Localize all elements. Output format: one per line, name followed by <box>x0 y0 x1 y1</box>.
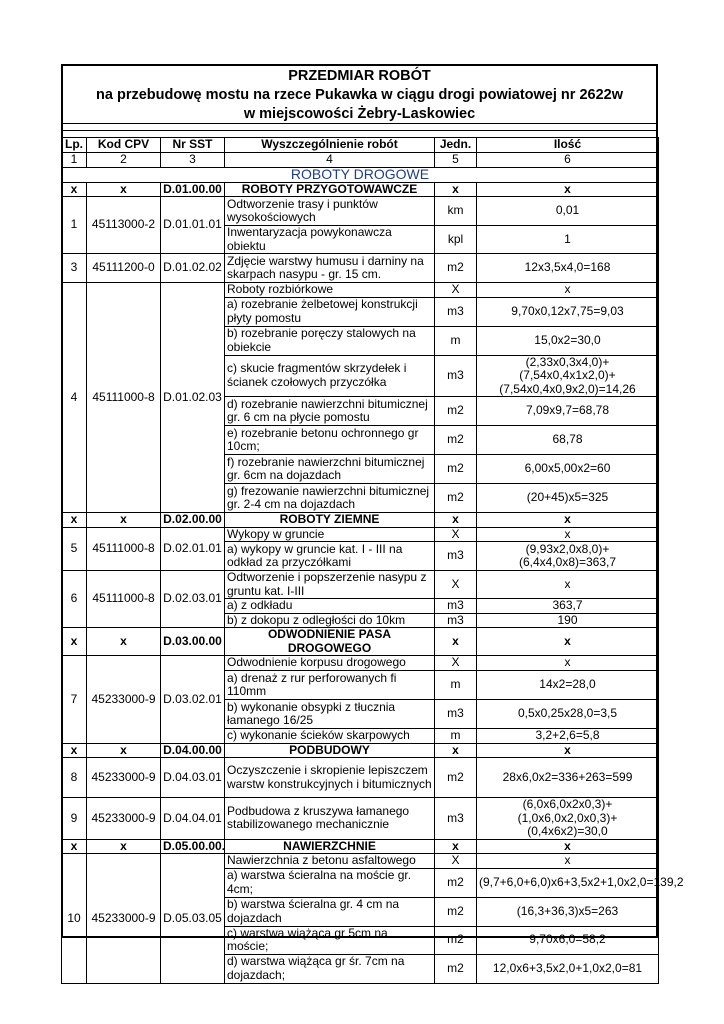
bill-of-quantities-table <box>61 137 684 984</box>
group-row <box>62 628 659 656</box>
cell-unit: m2 <box>435 954 477 983</box>
group-row <box>62 182 659 197</box>
cell-unit: X <box>435 571 477 599</box>
cell: x <box>477 513 659 528</box>
cell-qty: x <box>477 854 659 869</box>
column-number-row <box>62 153 659 168</box>
section-title: ROBOTY DROGOWE <box>62 167 659 182</box>
cell: D.04.00.00 <box>161 743 225 758</box>
cell-desc: d) rozebranie nawierzchni bitumicznej gr. 6 cm na płycie pomostu <box>225 397 435 426</box>
cell-desc: c) skucie fragmentów skrzydełek i ścianek czołowych przyczółka <box>225 355 435 397</box>
colnum: 4 <box>225 153 435 168</box>
header-sst: Nr SST <box>161 138 225 153</box>
cell-unit: m3 <box>435 297 477 326</box>
header-unit: Jedn. <box>435 138 477 153</box>
cell: x <box>435 513 477 528</box>
cell-unit: m2 <box>435 455 477 484</box>
cell-qty: x <box>477 283 659 298</box>
cell-qty: 1 <box>477 226 659 254</box>
cell-unit: m3 <box>435 798 477 840</box>
cell-desc: b) z dokopu z odległości do 10km <box>225 613 435 628</box>
cell-unit: m2 <box>435 868 477 897</box>
cell-cpv: 45111000-8 <box>87 283 161 513</box>
table-row <box>62 527 659 542</box>
cell: x <box>435 182 477 197</box>
colnum: 5 <box>435 153 477 168</box>
table-row <box>62 571 659 599</box>
cell-qty: 190 <box>477 613 659 628</box>
cell-sst: D.04.04.01 <box>161 798 225 840</box>
cell-qty: 68,78 <box>477 426 659 455</box>
cell-qty: 14x2=28,0 <box>477 671 659 700</box>
cell: D.03.00.00 <box>161 628 225 656</box>
group-name: PODBUDOWY <box>225 743 435 758</box>
cell-unit: m3 <box>435 613 477 628</box>
cell-desc: Nawierzchnia z betonu asfaltowego <box>225 854 435 869</box>
cell: D.05.00.00. <box>161 839 225 854</box>
cell-desc: a) z odkładu <box>225 599 435 614</box>
cell-desc: Roboty rozbiórkowe <box>225 283 435 298</box>
cell-unit: m2 <box>435 397 477 426</box>
divider <box>61 123 658 124</box>
cell-lp: 7 <box>62 656 87 744</box>
cell-unit: km <box>435 197 477 226</box>
cell-cpv: 45233000-9 <box>87 758 161 798</box>
cell-cpv: 45111200-0 <box>87 254 161 283</box>
cell-desc: a) wykopy w gruncie kat. I - III na odkład za przyczółkami <box>225 542 435 571</box>
cell: x <box>62 628 87 656</box>
divider <box>61 130 658 131</box>
cell-unit: m2 <box>435 254 477 283</box>
cell-sst: D.05.03.05 <box>161 854 225 984</box>
table-row <box>62 854 659 869</box>
cell-sst: D.03.02.01 <box>161 656 225 744</box>
cell: x <box>62 743 87 758</box>
table-row <box>62 798 659 840</box>
cell-unit: m3 <box>435 355 477 397</box>
cell-desc: Zdjęcie warstwy humusu i darniny na skarpach nasypu - gr. 15 cm. <box>225 254 435 283</box>
cell-unit: m3 <box>435 599 477 614</box>
cell-lp: 4 <box>62 283 87 513</box>
group-name: ODWODNIENIE PASA DROGOWEGO <box>225 628 435 656</box>
cell-unit: m2 <box>435 758 477 798</box>
cell-qty: 15,0x2=30,0 <box>477 326 659 355</box>
cell-lp: 1 <box>62 197 87 254</box>
cell-qty: (2,33x0,3x4,0)+(7,54x0,4x1x2,0)+(7,54x0,4x0,9x2,0)=14,26 <box>477 355 659 397</box>
header-cpv: Kod CPV <box>87 138 161 153</box>
colnum: 6 <box>477 153 659 168</box>
cell-unit: X <box>435 527 477 542</box>
cell: x <box>62 182 87 197</box>
table-row <box>62 758 659 798</box>
cell-sst: D.01.01.01 <box>161 197 225 254</box>
cell-desc: a) warstwa ścieralna na moście gr. 4cm; <box>225 868 435 897</box>
cell-qty: 363,7 <box>477 599 659 614</box>
cell-unit: X <box>435 656 477 671</box>
cell-desc: c) warstwa wiążąca gr 5cm na moście; <box>225 926 435 954</box>
cell-unit: m2 <box>435 897 477 926</box>
cell-desc: a) rozebranie żelbetowej konstrukcji płyty pomostu <box>225 297 435 326</box>
cell-qty: 12,0x6+3,5x2,0+1,0x2,0=81 <box>477 954 659 983</box>
cell: x <box>435 743 477 758</box>
header-qty: Ilość <box>477 138 659 153</box>
cell-lp: 5 <box>62 527 87 571</box>
colnum: 1 <box>62 153 87 168</box>
cell-qty: (9,93x2,0x8,0)+(6,4x4,0x8)=363,7 <box>477 542 659 571</box>
cell-unit: m2 <box>435 484 477 513</box>
cell-cpv: 45233000-9 <box>87 854 161 984</box>
cell-sst: D.04.03.01 <box>161 758 225 798</box>
cell-desc: Odtworzenie trasy i punktów wysokościowych <box>225 197 435 226</box>
group-row <box>62 513 659 528</box>
cell-desc: Inwentaryzacja powykonawcza obiektu <box>225 226 435 254</box>
cell-desc: g) frezowanie nawierzchni bitumicznej gr. 2-4 cm na dojazdach <box>225 484 435 513</box>
table-row <box>62 197 659 226</box>
cell-unit: m3 <box>435 542 477 571</box>
cell-desc: d) warstwa wiążąca gr śr. 7cm na dojazdach; <box>225 954 435 983</box>
cell-qty: 28x6,0x2=336+263=599 <box>477 758 659 798</box>
cell: D.01.00.00 <box>161 182 225 197</box>
cell-sst: D.02.03.01 <box>161 571 225 628</box>
cell-unit: X <box>435 283 477 298</box>
cell-lp: 8 <box>62 758 87 798</box>
cell-unit: kpl <box>435 226 477 254</box>
cell: x <box>87 743 161 758</box>
title-line-2: na przebudowę mostu na rzece Pukawka w ciągu drogi powiatowej nr 2622w <box>96 87 623 103</box>
cell: x <box>477 839 659 854</box>
cell-desc: b) warstwa ścieralna gr. 4 cm na dojazdach <box>225 897 435 926</box>
cell-qty: (6,0x6,0x2x0,3)+(1,0x6,0x2,0x0,3)+(0,4x6x2)=30,0 <box>477 798 659 840</box>
cell-qty: (9,7+6,0+6,0)x6+3,5x2+1,0x2,0=139,2 <box>477 868 659 897</box>
cell-desc: b) rozebranie poręczy stalowych na obiekcie <box>225 326 435 355</box>
colnum: 3 <box>161 153 225 168</box>
cell-qty: 6,00x5,00x2=60 <box>477 455 659 484</box>
cell-qty: x <box>477 656 659 671</box>
cell-lp: 3 <box>62 254 87 283</box>
group-name: ROBOTY ZIEMNE <box>225 513 435 528</box>
cell-qty: 9,70x0,12x7,75=9,03 <box>477 297 659 326</box>
cell-cpv: 45111000-8 <box>87 527 161 571</box>
cell-qty: 12x3,5x4,0=168 <box>477 254 659 283</box>
cell-sst: D.02.01.01 <box>161 527 225 571</box>
cell: x <box>87 628 161 656</box>
group-name: ROBOTY PRZYGOTOWAWCZE <box>225 182 435 197</box>
cell-unit: m2 <box>435 426 477 455</box>
cell-desc: a) drenaż z rur perforowanych fi 110mm <box>225 671 435 700</box>
cell-cpv: 45233000-9 <box>87 798 161 840</box>
cell: x <box>87 513 161 528</box>
cell-qty: 9,70x6,0=58,2 <box>477 926 659 954</box>
cell-desc: c) wykonanie ścieków skarpowych <box>225 729 435 744</box>
cell-qty: 3,2+2,6=5,8 <box>477 729 659 744</box>
cell-desc: Odtworzenie i popszerzenie nasypu z gruntu kat. I-III <box>225 571 435 599</box>
cell-unit: m <box>435 729 477 744</box>
cell-desc: b) wykonanie obsypki z tłucznia łamanego 16/25 <box>225 700 435 729</box>
group-row <box>62 743 659 758</box>
header-desc: Wyszczególnienie robót <box>225 138 435 153</box>
cell-cpv: 45233000-9 <box>87 656 161 744</box>
cell: x <box>87 182 161 197</box>
section-row <box>62 167 659 182</box>
group-name: NAWIERZCHNIE <box>225 839 435 854</box>
cell-unit: m2 <box>435 926 477 954</box>
cell-qty: 0,01 <box>477 197 659 226</box>
header-row <box>62 138 659 153</box>
cell-desc: Wykopy w gruncie <box>225 527 435 542</box>
cell-qty: x <box>477 571 659 599</box>
title-line-1: PRZEDMIAR ROBÓT <box>288 68 431 84</box>
cell-desc: f) rozebranie nawierzchni bitumicznej gr. 6cm na dojazdach <box>225 455 435 484</box>
header-lp: Lp. <box>62 138 87 153</box>
cell-qty: 0,5x0,25x28,0=3,5 <box>477 700 659 729</box>
table-row <box>62 656 659 671</box>
cell-unit: m <box>435 671 477 700</box>
cell-desc: e) rozebranie betonu ochronnego gr 10cm; <box>225 426 435 455</box>
cell: x <box>87 839 161 854</box>
cell-sst: D.01.02.03 <box>161 283 225 513</box>
cell: D.02.00.00 <box>161 513 225 528</box>
cell-lp: 9 <box>62 798 87 840</box>
cell-qty: (20+45)x5=325 <box>477 484 659 513</box>
cell: x <box>477 743 659 758</box>
cell-unit: X <box>435 854 477 869</box>
colnum: 2 <box>87 153 161 168</box>
cell-sst: D.01.02.02 <box>161 254 225 283</box>
group-row <box>62 839 659 854</box>
cell-qty: x <box>477 527 659 542</box>
cell: x <box>62 513 87 528</box>
cell-desc: Odwodnienie korpusu drogowego <box>225 656 435 671</box>
cell: x <box>62 839 87 854</box>
cell-cpv: 45113000-2 <box>87 197 161 254</box>
table-row <box>62 254 659 283</box>
document-title <box>61 64 658 123</box>
cell-unit: m <box>435 326 477 355</box>
title-line-3: w miejscowości Żebry-Laskowiec <box>243 106 476 122</box>
cell-unit: m3 <box>435 700 477 729</box>
cell-cpv: 45111000-8 <box>87 571 161 628</box>
cell-qty: 7,09x9,7=68,78 <box>477 397 659 426</box>
cell-desc: Oczyszczenie i skropienie lepiszczem warstw konstrukcyjnych i bitumicznych <box>225 758 435 798</box>
table-row <box>62 283 659 298</box>
cell-qty: (16,3+36,3)x5=263 <box>477 897 659 926</box>
cell: x <box>435 839 477 854</box>
cell: x <box>477 182 659 197</box>
cell: x <box>435 628 477 656</box>
cell-lp: 6 <box>62 571 87 628</box>
cell-desc: Podbudowa z kruszywa łamanego stabilizowanego mechanicznie <box>225 798 435 840</box>
cell-lp: 10 <box>62 854 87 984</box>
cell: x <box>477 628 659 656</box>
